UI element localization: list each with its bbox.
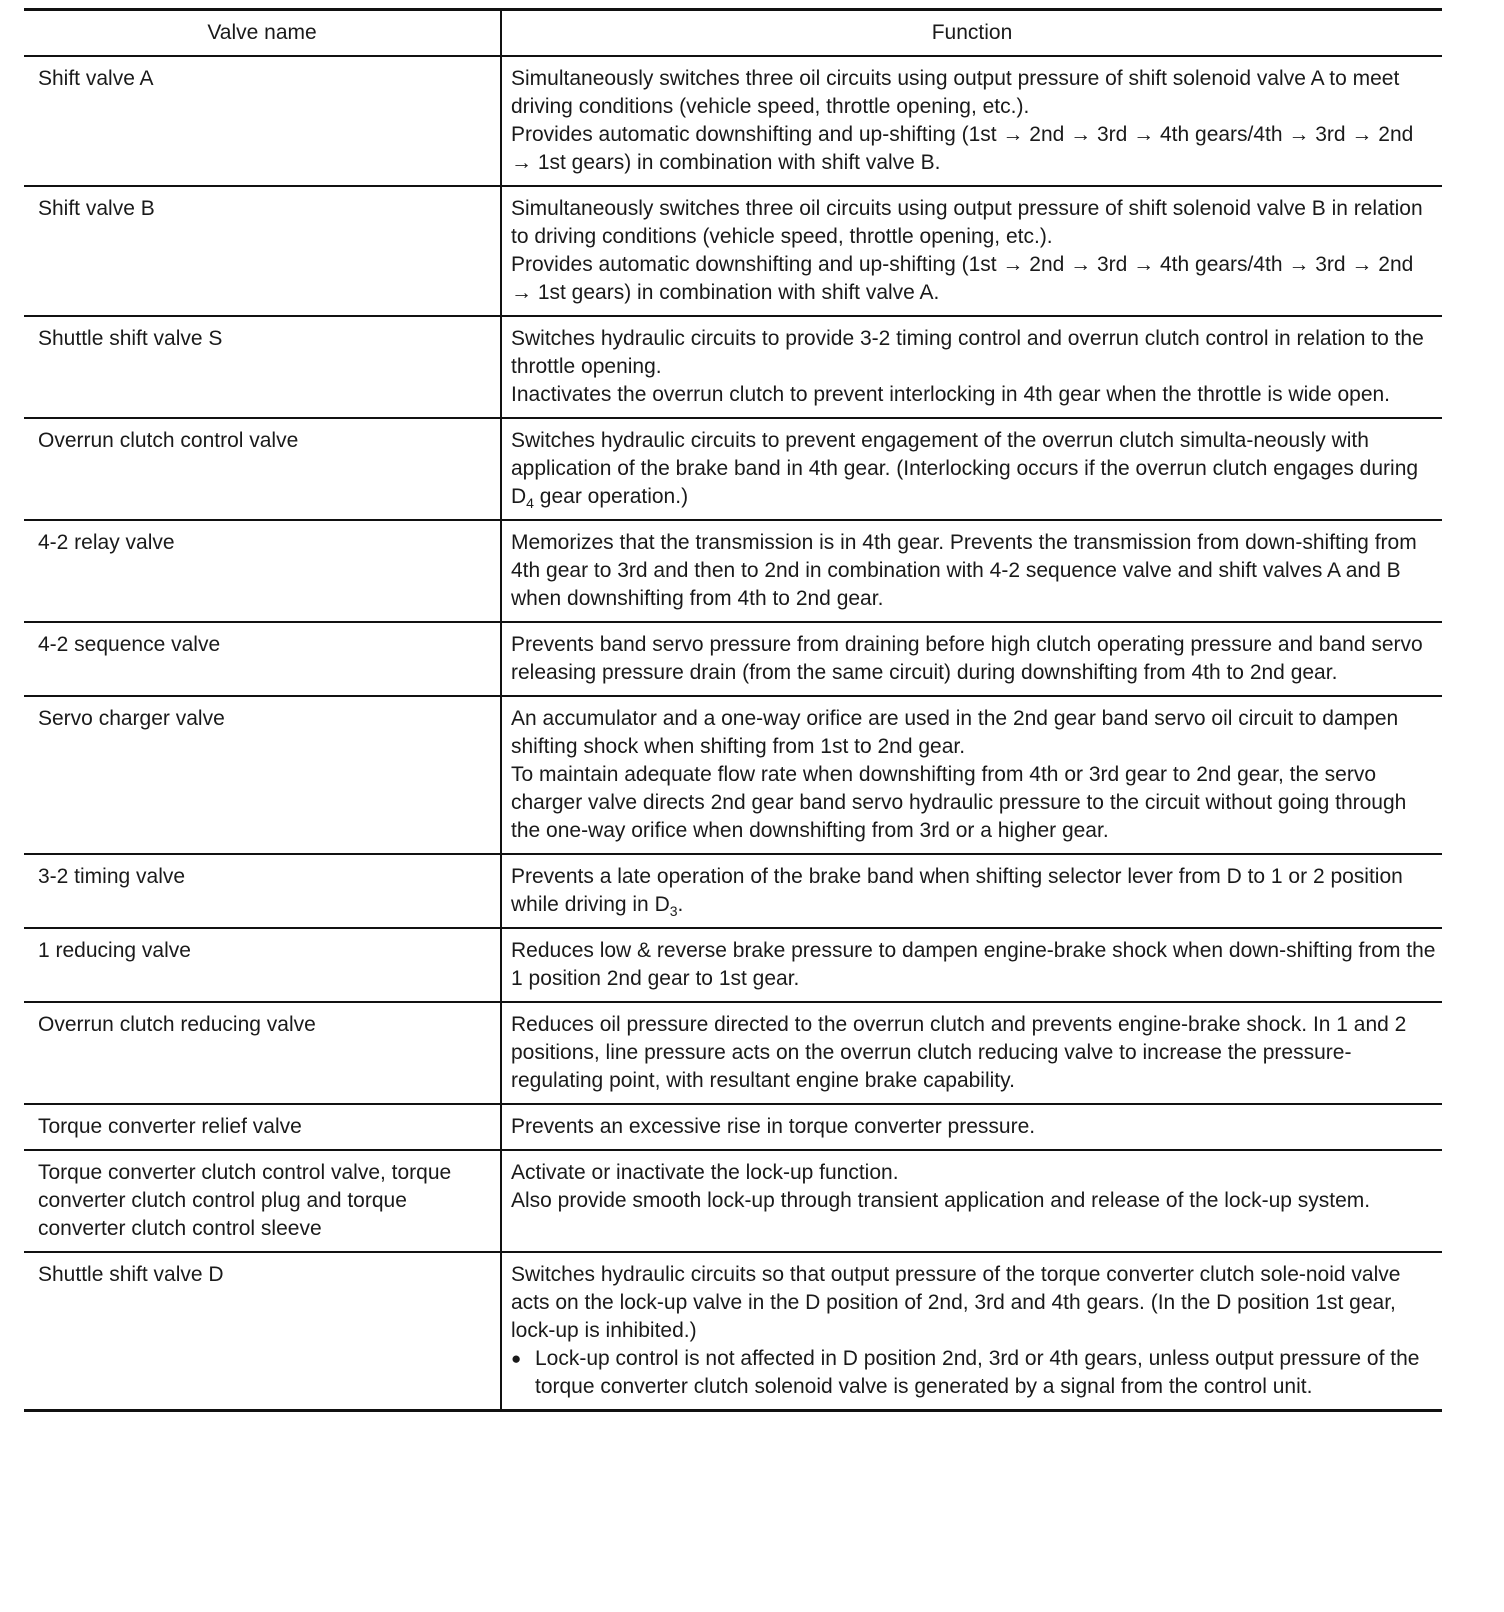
function-line: Prevents an excessive rise in torque converter pressure. <box>511 1115 1036 1138</box>
table-row <box>24 622 1442 696</box>
function-cell <box>501 418 1442 520</box>
table-row <box>24 520 1442 622</box>
valve-name-cell: Servo charger valve <box>24 696 501 854</box>
function-cell <box>501 186 1442 316</box>
function-cell <box>501 1252 1442 1411</box>
valve-name-cell: 3-2 timing valve <box>24 854 501 928</box>
valve-name-cell: Overrun clutch reducing valve <box>24 1002 501 1104</box>
function-line: An accumulator and a one-way orifice are used in the 2nd gear band servo oil circuit to dampen shifting shock when shifting from 1st to 2nd gear. <box>511 707 1399 758</box>
function-line: Switches hydraulic circuits to prevent engagement of the overrun clutch simulta-neously with application of the brake band in 4th gear. (Interlocking occurs if the overrun clutch engages during D <box>511 429 1419 508</box>
valve-name-cell: Shift valve B <box>24 186 501 316</box>
function-line: Prevents a late operation of the brake band when shifting selector lever from D to 1 or 2 position while driving in D <box>511 865 1403 916</box>
function-line: Simultaneously switches three oil circuits using output pressure of shift solenoid valve B in relation to driving conditions (vehicle speed, throttle opening, etc.). <box>511 197 1423 248</box>
valve-name-cell: 4-2 relay valve <box>24 520 501 622</box>
table-row <box>24 1150 1442 1252</box>
table-row <box>24 56 1442 186</box>
function-line: Memorizes that the transmission is in 4th gear. Prevents the transmission from down-shifting from 4th gear to 3rd and then to 2nd in combination with 4-2 sequence valve and shift valves A and B when downshifting from 4th to 2nd gear. <box>511 531 1417 610</box>
bullet-icon: ● <box>511 1349 522 1368</box>
bullet-item <box>511 1345 1436 1401</box>
valve-function-table <box>24 8 1442 1412</box>
function-line: Switches hydraulic circuits so that output pressure of the torque converter clutch sole-noid valve acts on the lock-up valve in the D position of 2nd, 3rd and 4th gears. (In the D position 1st gear, lock-up is inhibited.) <box>511 1263 1401 1342</box>
function-cell <box>501 696 1442 854</box>
function-line: gear operation.) <box>533 485 689 508</box>
table-row <box>24 928 1442 1002</box>
function-line: Prevents band servo pressure from draining before high clutch operating pressure and band servo releasing pressure drain (from the same circuit) during downshifting from 4th to 2nd gear. <box>511 633 1423 684</box>
gear-subscript: 4 <box>526 495 534 512</box>
function-cell <box>501 928 1442 1002</box>
table-row <box>24 1104 1442 1150</box>
function-cell <box>501 1104 1442 1150</box>
function-cell <box>501 520 1442 622</box>
valve-name-cell: 1 reducing valve <box>24 928 501 1002</box>
bullet-text: Lock-up control is not affected in D position 2nd, 3rd or 4th gears, unless output pressure of the torque converter clutch solenoid valve is generated by a signal from the control unit. <box>535 1347 1420 1398</box>
valve-name-cell: Shuttle shift valve S <box>24 316 501 418</box>
function-line: To maintain adequate flow rate when downshifting from 4th or 3rd gear to 2nd gear, the servo charger valve directs 2nd gear band servo hydraulic pressure to the circuit without going through the one-way orifice when downshifting from 3rd or a higher gear. <box>511 763 1407 842</box>
table-row <box>24 1252 1442 1411</box>
function-cell <box>501 316 1442 418</box>
function-cell <box>501 56 1442 186</box>
table-header <box>24 10 1442 57</box>
gear-subscript: 3 <box>669 903 678 920</box>
table-row <box>24 316 1442 418</box>
header-function: Function <box>501 10 1442 57</box>
function-cell <box>501 854 1442 928</box>
valve-name-cell: Torque converter clutch control valve, torque converter clutch control plug and torque converter clutch control sleeve <box>24 1150 501 1252</box>
function-line: Inactivates the overrun clutch to prevent interlocking in 4th gear when the throttle is wide open. <box>511 383 1391 406</box>
function-cell <box>501 1150 1442 1252</box>
function-line: Simultaneously switches three oil circuits using output pressure of shift solenoid valve A to meet driving conditions (vehicle speed, throttle opening, etc.). <box>511 67 1400 118</box>
header-row <box>24 10 1442 57</box>
function-line: Activate or inactivate the lock-up function. <box>511 1161 899 1184</box>
function-line: Reduces low & reverse brake pressure to dampen engine-brake shock when down-shifting from the 1 position 2nd gear to 1st gear. <box>511 939 1436 990</box>
valve-name-cell: Shuttle shift valve D <box>24 1252 501 1411</box>
header-valve-name: Valve name <box>24 10 501 57</box>
function-line: . <box>677 893 684 916</box>
table-row <box>24 696 1442 854</box>
function-line: Reduces oil pressure directed to the overrun clutch and prevents engine-brake shock. In 1 and 2 positions, line pressure acts on the overrun clutch reducing valve to increase the pressure-regulating point, with resultant engine brake capability. <box>511 1013 1407 1092</box>
table-row <box>24 854 1442 928</box>
valve-name-cell: Overrun clutch control valve <box>24 418 501 520</box>
function-line: Also provide smooth lock-up through transient application and release of the lock-up system. <box>511 1189 1371 1212</box>
valve-name-cell: Torque converter relief valve <box>24 1104 501 1150</box>
valve-name-cell: 4-2 sequence valve <box>24 622 501 696</box>
function-cell <box>501 1002 1442 1104</box>
function-cell <box>501 622 1442 696</box>
function-line: Provides automatic downshifting and up-shifting (1st → 2nd → 3rd → 4th gears/4th → 3rd → 2nd → 1st gears) in combination with shift valve A. <box>511 253 1414 304</box>
table-row <box>24 1002 1442 1104</box>
function-line: Provides automatic downshifting and up-shifting (1st → 2nd → 3rd → 4th gears/4th → 3rd → 2nd → 1st gears) in combination with shift valve B. <box>511 123 1414 174</box>
function-line: Switches hydraulic circuits to provide 3-2 timing control and overrun clutch control in relation to the throttle opening. <box>511 327 1424 378</box>
table-row <box>24 418 1442 520</box>
valve-name-cell: Shift valve A <box>24 56 501 186</box>
table-row <box>24 186 1442 316</box>
